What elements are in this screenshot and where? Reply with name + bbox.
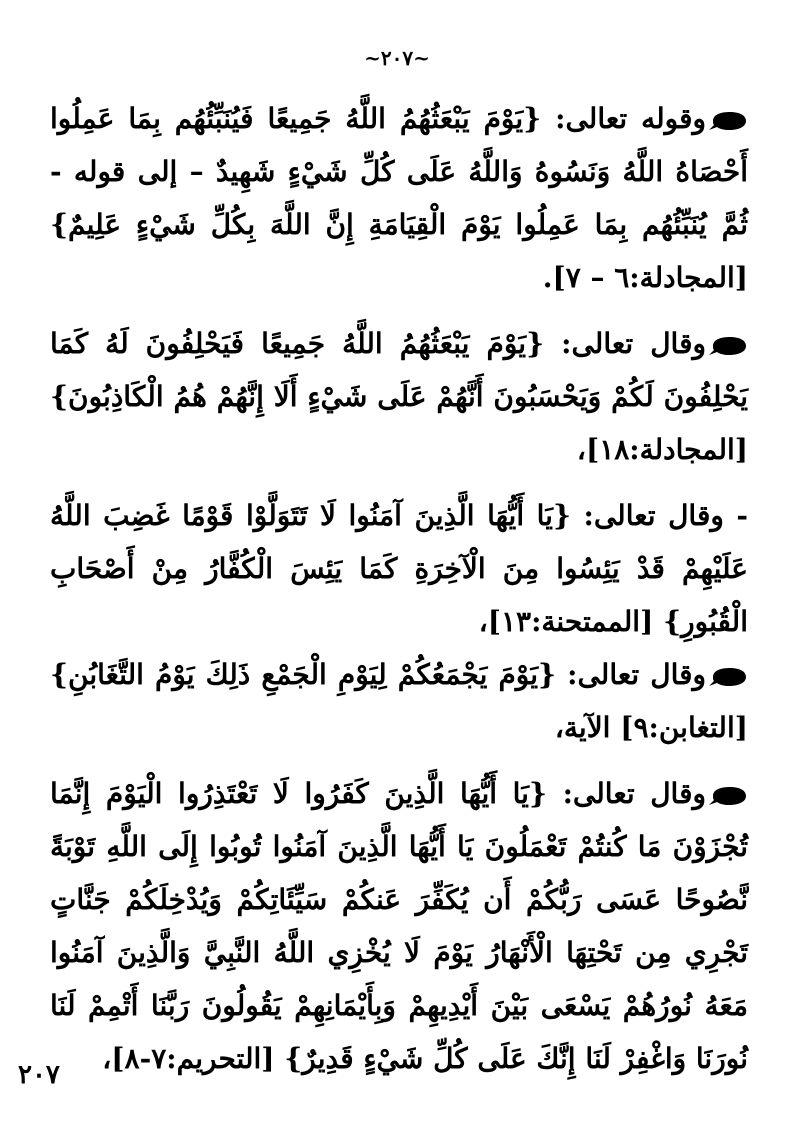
paragraph-4 <box>50 648 748 754</box>
footer-page-number: ٢٠٧ <box>18 1060 60 1090</box>
paragraph-5 <box>50 767 748 1085</box>
paragraph-3 <box>50 489 748 648</box>
paragraph-text: وقال تعالى: {يَا أَيُّهَا الَّذِينَ كَفَرُوا لَا تَعْتَذِرُوا الْيَوْمَ إِنَّمَا تُجْزَوْنَ مَا كُنتُمْ تَعْمَلُونَ يَا أَيُّهَا الَّذِينَ آمَنُوا تُوبُوا إِلَى اللَّهِ تَوْبَةً نَّصُوحًا عَسَى رَبُّكُمْ أَن يُكَفِّرَ عَنكُمْ سَيِّئَاتِكُمْ وَيُدْخِلَكُمْ جَنَّاتٍ تَجْرِي مِن تَحْتِهَا الْأَنْهَارُ يَوْمَ لَا يُخْزِي اللَّهُ النَّبِيَّ وَالَّذِينَ آمَنُوا مَعَهُ نُورُهُمْ يَسْعَى بَيْنَ أَيْدِيهِمْ وَبِأَيْمَانِهِمْ يَقُولُونَ رَبَّنَا أَتْمِمْ لَنَا نُورَنَا وَاغْفِرْ لَنَا إِنَّكَ عَلَى كُلِّ شَيْءٍ قَدِيرٌ} [التحريم:٧-٨]، <box>50 777 748 1075</box>
paragraph-1 <box>50 92 748 304</box>
speech-bubble-icon <box>708 336 748 356</box>
paragraph-2 <box>50 317 748 476</box>
paragraph-text: - وقال تعالى: {يَا أَيُّهَا الَّذِينَ آمَنُوا لَا تَتَوَلَّوْا قَوْمًا غَضِبَ اللَّهُ عَلَيْهِمْ قَدْ يَئِسُوا مِنَ الْآخِرَةِ كَمَا يَئِسَ الْكُفَّارُ مِنْ أَصْحَابِ الْقُبُورِ} [الممتحنة:١٣]، <box>50 499 748 638</box>
content-body <box>50 92 748 1085</box>
paragraph-text: وقال تعالى: {يَوْمَ يَبْعَثُهُمُ اللَّهُ جَمِيعًا فَيَحْلِفُونَ لَهُ كَمَا يَحْلِفُونَ لَكُمْ وَيَحْسَبُونَ أَنَّهُمْ عَلَى شَيْءٍ أَلَا إِنَّهُمْ هُمُ الْكَاذِبُونَ} [المجادلة:١٨]، <box>50 327 748 466</box>
paragraph-text: وقال تعالى: {يَوْمَ يَجْمَعُكُمْ لِيَوْمِ الْجَمْعِ ذَلِكَ يَوْمُ التَّغَابُنِ} [التغابن:٩] الآية، <box>50 658 748 744</box>
speech-bubble-icon <box>708 667 748 687</box>
speech-bubble-icon <box>708 786 748 806</box>
speech-bubble-icon <box>708 111 748 131</box>
paragraph-text: وقوله تعالى: {يَوْمَ يَبْعَثُهُمُ اللَّهُ جَمِيعًا فَيُنَبِّئُهُم بِمَا عَمِلُوا أَحْصَاهُ اللَّهُ وَنَسُوهُ وَاللَّهُ عَلَى كُلِّ شَيْءٍ شَهِيدٌ – إلى قوله - ثُمَّ يُنَبِّئُهُم بِمَا عَمِلُوا يَوْمَ الْقِيَامَةِ إِنَّ اللَّهَ بِكُلِّ شَيْءٍ عَلِيمٌ} [المجادلة:٦ – ٧]. <box>50 102 748 294</box>
header-page-number: ~٢٠٧~ <box>364 46 430 70</box>
